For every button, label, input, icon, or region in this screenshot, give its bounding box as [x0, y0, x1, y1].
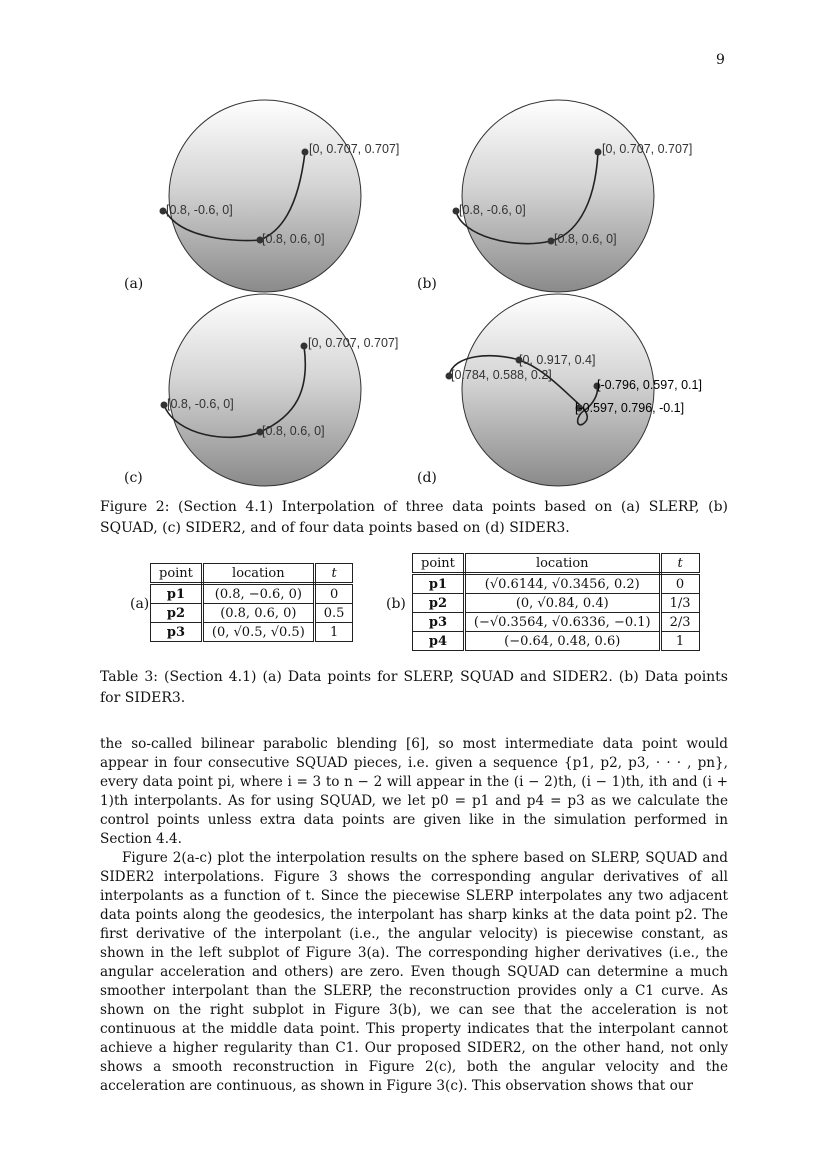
table-cell: (−√0.3564, √0.6336, −0.1) — [464, 613, 660, 632]
table-cell: p1 — [151, 584, 203, 604]
table-caption: Table 3: (Section 4.1) (a) Data points for SLERP, SQUAD and SIDER2. (b) Data points for SIDER3. — [100, 669, 728, 706]
table-cell: (0.8, −0.6, 0) — [202, 584, 314, 604]
data-table-b — [412, 553, 700, 651]
panel-label-b: (b) — [417, 276, 437, 292]
table-cell: (−0.64, 0.48, 0.6) — [464, 632, 660, 651]
sphere-plot-d — [413, 294, 713, 494]
table-a — [150, 563, 353, 642]
data-point-b1 — [595, 149, 602, 156]
table-row — [151, 623, 353, 642]
point-label-b2: [0.8, -0.6, 0] — [459, 203, 526, 217]
table-cell: p3 — [151, 623, 203, 642]
sphere-plot-b — [413, 100, 713, 300]
page-number: 9 — [716, 52, 725, 68]
point-label-a3: [0.8, 0.6, 0] — [262, 232, 325, 246]
table-header: t — [660, 554, 699, 574]
table-header: location — [464, 554, 660, 574]
data-table-a — [150, 563, 353, 642]
table-cell: p3 — [413, 613, 465, 632]
table-cell: 0.5 — [314, 604, 353, 623]
table-cell: 1/3 — [660, 594, 699, 613]
table-row — [413, 574, 700, 594]
table-header: point — [413, 554, 465, 574]
table-cell: 0 — [314, 584, 353, 604]
figure-panel-d — [413, 294, 713, 494]
point-label-b3: [0.8, 0.6, 0] — [554, 232, 617, 246]
point-label-b1: [0, 0.707, 0.707] — [602, 142, 693, 156]
table-cell: 0 — [660, 574, 699, 594]
table-row — [151, 584, 353, 604]
table-cell: p4 — [413, 632, 465, 651]
paragraph: Figure 2(a-c) plot the interpolation results on the sphere based on SLERP, SQUAD and SIDER2 interpolations. Figure 3 shows the corresponding angular derivatives of all interpolants as a function of t. Since the piecewise SLERP interpolates any two adjacent data points along the geodesics, the interpolant has sharp kinks at the data point p2. The first derivative of the interpolant (i.e., the angular velocity) is piecewise constant, as shown in the left subplot of Figure 3(a). The corresponding higher derivatives (i.e., the angular acceleration and others) are zero. Even though SQUAD can determine a much smoother interpolant than the SLERP, the reconstruction provides only a C1 curve. As shown on the right subplot in Figure 3(b), we can see that the acceleration is not continuous at the middle data point. This property indicates that the interpolant cannot achieve a higher regularity than C1. Our proposed SIDER2, on the other hand, not only shows a smooth reconstruction in Figure 2(c), both the angular velocity and the acceleration are continuous, as shown in Figure 3(c). This observation shows that our — [100, 850, 728, 1094]
table-row — [413, 613, 700, 632]
sphere-a — [169, 100, 361, 292]
table-cell: p2 — [413, 594, 465, 613]
table-b — [412, 553, 700, 651]
point-label-d1: [0, 0.917, 0.4] — [519, 353, 596, 367]
point-label-c2: [0.8, -0.6, 0] — [167, 397, 234, 411]
data-point-c1 — [301, 343, 308, 350]
table-row — [151, 604, 353, 623]
table-cell: p2 — [151, 604, 203, 623]
table-cell: 1 — [314, 623, 353, 642]
data-point-a1 — [302, 149, 309, 156]
table-row — [413, 632, 700, 651]
point-label-c3: [0.8, 0.6, 0] — [262, 424, 325, 438]
figure-caption: Figure 2: (Section 4.1) Interpolation of three data points based on (a) SLERP, (b) SQUAD, (c) SIDER2, and of four data points based on (d) SIDER3. — [100, 499, 728, 536]
point-label-d3: [-0.796, 0.597, 0.1] — [597, 378, 702, 392]
paragraph: the so-called bilinear parabolic blending [6], so most intermediate data point would appear in four consecutive SQUAD pieces, i.e. given a sequence {p1, p2, p3, · · · , pn}, every data point pi, where i = 3 to n − 2 will appear in the (i − 2)th, (i − 1)th, ith and (i + 1)th interpolants. As for using SQUAD, we let p0 = p1 and p4 = p3 as we calculate the control points unless extra data points are given like in the simulation performed in Section 4.4. — [100, 736, 728, 847]
table-cell: (√0.6144, √0.3456, 0.2) — [464, 574, 660, 594]
table-cell: p1 — [413, 574, 465, 594]
sphere-plot-a — [120, 100, 420, 300]
point-label-d4: [-0.597, 0.796, -0.1] — [575, 401, 685, 415]
table-a-label: (a) — [130, 596, 150, 612]
table-header: location — [202, 564, 314, 584]
panel-label-d: (d) — [417, 470, 437, 486]
point-label-a2: [0.8, -0.6, 0] — [166, 203, 233, 217]
sphere-b — [462, 100, 654, 292]
sphere-plot-c — [120, 294, 420, 494]
sphere-c — [169, 294, 361, 486]
figure-panel-b — [413, 100, 713, 300]
table-cell: (0, √0.5, √0.5) — [202, 623, 314, 642]
body-text — [100, 735, 728, 1096]
table-cell: (0.8, 0.6, 0) — [202, 604, 314, 623]
table-cell: 1 — [660, 632, 699, 651]
panel-label-c: (c) — [124, 470, 143, 486]
table-cell: (0, √0.84, 0.4) — [464, 594, 660, 613]
figure-panel-c — [120, 294, 420, 494]
panel-label-a: (a) — [124, 276, 144, 292]
point-label-d2: [0.784, 0.588, 0.2] — [451, 368, 552, 382]
table-header: t — [314, 564, 353, 584]
table-b-label: (b) — [386, 596, 406, 612]
point-label-a1: [0, 0.707, 0.707] — [309, 142, 400, 156]
figure-panel-a — [120, 100, 420, 300]
point-label-c1: [0, 0.707, 0.707] — [308, 336, 399, 350]
table-header: point — [151, 564, 203, 584]
table-cell: 2/3 — [660, 613, 699, 632]
table-row — [413, 594, 700, 613]
